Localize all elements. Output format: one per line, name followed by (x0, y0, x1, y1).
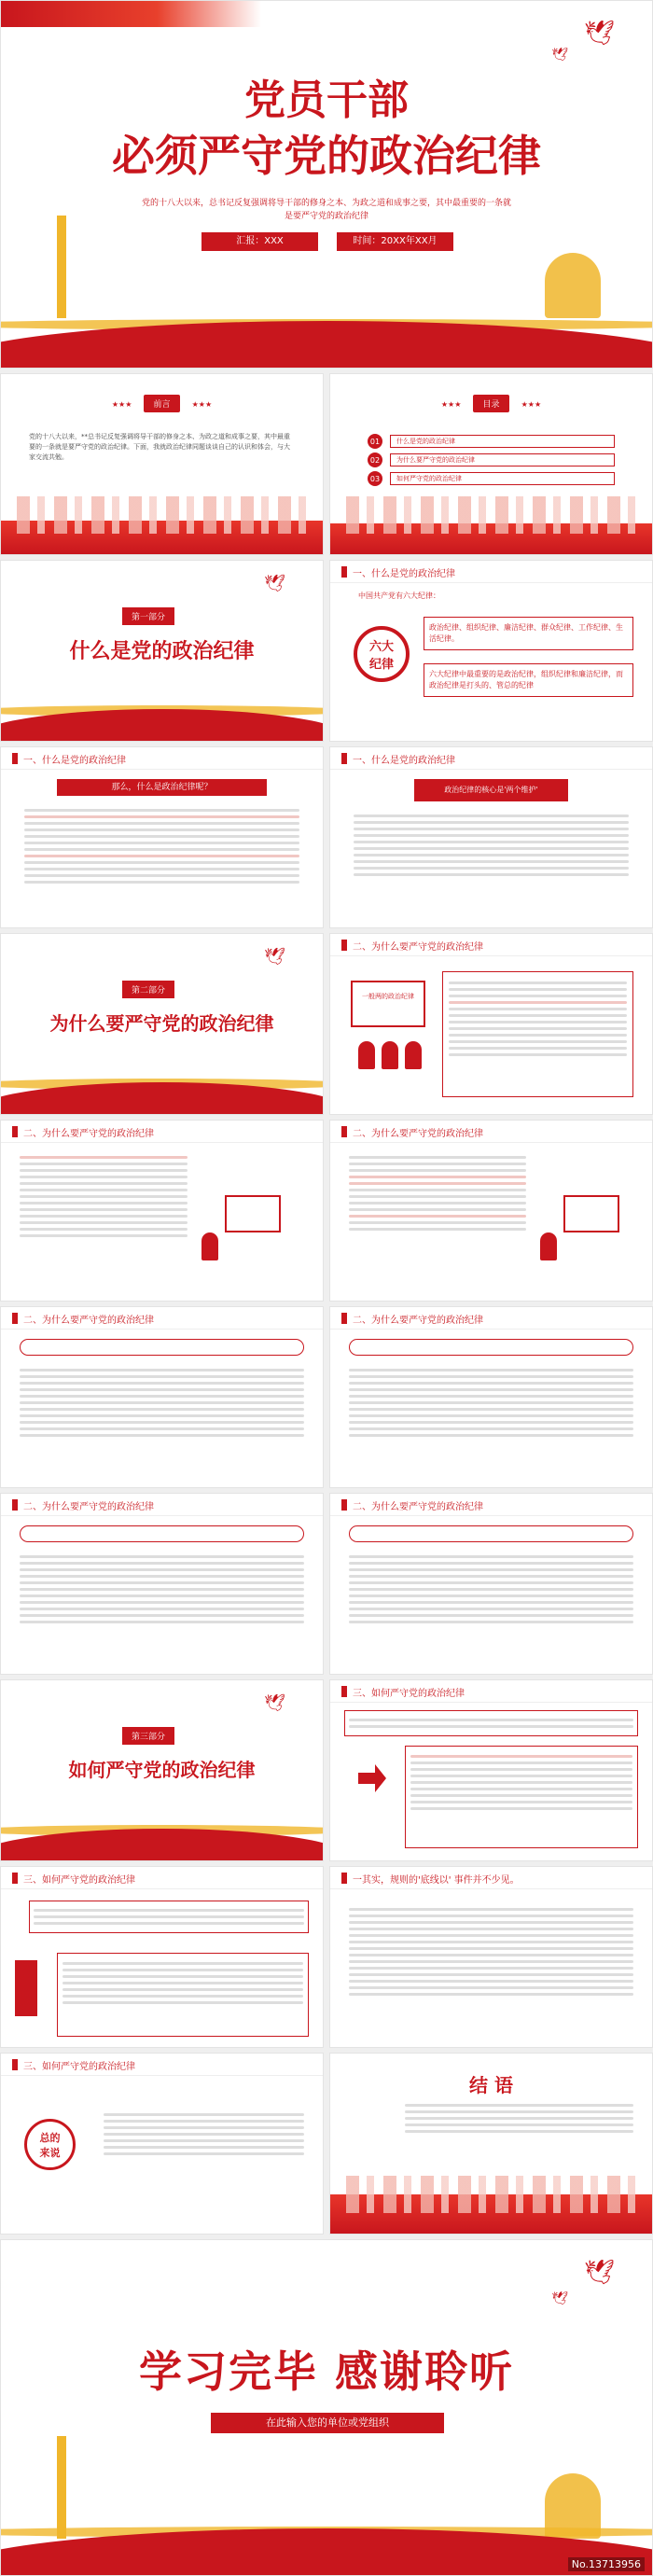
part-title: 为什么要严守党的政治纪律 (49, 1012, 274, 1035)
toc-num: 01 (368, 434, 382, 449)
text-placeholder (405, 1746, 638, 1848)
city-skyline (330, 503, 652, 554)
dove-icon: 🕊 (264, 947, 285, 967)
city-skyline (330, 2168, 652, 2234)
disciplines-box2: 六大纪律中最重要的是政治纪律，组织纪律和廉洁纪律，而政治纪律是打头的、管总的纪律 (424, 663, 633, 697)
slide-header-text: 三、如何严守党的政治纪律 (23, 2062, 135, 2072)
arrow-icon (358, 1764, 386, 1792)
conclusion-slide (329, 2053, 653, 2235)
cover-slide (0, 0, 653, 369)
toc-badge: 目录 (473, 395, 508, 412)
ending-unit-badge: 在此输入您的单位或党组织 (211, 2413, 444, 2433)
conclusion-title: 结 语 (469, 2074, 513, 2096)
part-badge: 第一部分 (122, 607, 174, 625)
highlight-bar (349, 1525, 633, 1542)
slide-header (330, 1867, 652, 1889)
text-placeholder (442, 971, 633, 1097)
toc-label: 如何严守党的政治纪律 (390, 472, 615, 485)
person-icon (540, 1232, 557, 1260)
text-placeholder (24, 805, 299, 887)
why2-slide (0, 1120, 324, 1302)
slide-header-text: 一、什么是党的政治纪律 (353, 756, 455, 766)
part-badge: 第三部分 (122, 1727, 174, 1745)
how3-slide (329, 1866, 653, 2048)
slide-header (330, 1307, 652, 1330)
person-icon (358, 1041, 375, 1069)
dove-icon: 🕊 (264, 574, 285, 593)
star-icon: ★★★ (521, 400, 542, 409)
six-disciplines-circle: 六大 纪律 (354, 626, 410, 682)
highlight-bar (20, 1339, 304, 1356)
slide-header (330, 1680, 652, 1703)
dove-icon: 🕊 (264, 1693, 285, 1713)
slide-header (1, 1307, 323, 1330)
slide-header (330, 1494, 652, 1516)
slide-header-text: 二、为什么要严守党的政治纪律 (353, 1502, 483, 1512)
dove-icon: 🕊 (551, 2291, 568, 2306)
slide-header-text: 三、如何严守党的政治纪律 (353, 1689, 465, 1699)
ending-slide (0, 2239, 653, 2576)
ending-title: 学习完毕 感谢聆听 (138, 2346, 514, 2397)
disciplines-slide (329, 560, 653, 742)
highlight-bar (349, 1339, 633, 1356)
why5-slide (329, 1306, 653, 1488)
part-title: 什么是党的政治纪律 (69, 639, 255, 663)
slide-header (330, 747, 652, 770)
text-placeholder (349, 1152, 526, 1234)
text-placeholder (349, 1904, 633, 1999)
why3-slide (329, 1120, 653, 1302)
watermark-id: No.13713956 (568, 2557, 645, 2571)
dove-icon: 🕊 (551, 48, 568, 63)
focus-slide (329, 746, 653, 928)
why6-slide (0, 1493, 324, 1675)
top-ribbon (1, 1, 261, 27)
why4-slide (0, 1306, 324, 1488)
toc-label: 为什么要严守党的政治纪律 (390, 453, 615, 466)
what-slide (0, 746, 324, 928)
star-icon: ★★★ (191, 400, 213, 409)
slide-header-text: 三、如何严守党的政治纪律 (23, 1875, 135, 1886)
slide-header (1, 1867, 323, 1889)
slide-header (1, 747, 323, 770)
highlight-bar (20, 1525, 304, 1542)
part1-slide (0, 560, 324, 742)
text-placeholder (405, 2100, 633, 2137)
text-placeholder (20, 1552, 304, 1627)
huabiao-decoration (57, 2436, 66, 2539)
part2-slide (0, 933, 324, 1115)
slide-header-text: 二、为什么要严守党的政治纪律 (353, 942, 483, 953)
slide-header (1, 1121, 323, 1143)
red-tab (15, 1960, 37, 2016)
cover-title-line2: 必须严守党的政治纪律 (112, 131, 541, 181)
toc-num: 02 (368, 453, 382, 467)
preface-text: 党的十八大以来，**总书记反复强调将导干部的修身之本、为政之道和成事之要，其中最重要的一条就是要严守党的政治纪律。下面，我就政治纪律同题谈谈自己的认识和体会，与大家交流共勉。 (29, 433, 290, 461)
presentation-board (351, 981, 425, 1027)
huabiao-decoration (57, 216, 66, 318)
time-badge: 时间：20XX年XX月 (337, 232, 453, 251)
slide-header (330, 561, 652, 583)
disciplines-lead: 中国共产党有六大纪律： (358, 592, 440, 600)
person-icon (201, 1232, 218, 1260)
text-placeholder (57, 1953, 309, 2037)
slide-header-text: 二、为什么要严守党的政治纪律 (23, 1502, 154, 1512)
star-icon: ★★★ (111, 400, 132, 409)
preface-badge: 前言 (144, 395, 179, 412)
dove-icon: 🕊 (583, 20, 615, 48)
what-banner: 那么，什么是政治纪律呢？ (57, 779, 267, 796)
slide-header (1, 2054, 323, 2076)
lion-decoration (545, 253, 601, 318)
slide-header-text: 二、为什么要严守党的政治纪律 (353, 1129, 483, 1139)
why1-tag: 一般两的政治纪律 (362, 993, 414, 1000)
toc-label: 什么是党的政治纪律 (390, 435, 615, 448)
reporter-badge: 汇报：XXX (201, 232, 318, 251)
text-placeholder (354, 811, 629, 880)
slide-header-text: 一、什么是党的政治纪律 (353, 569, 455, 579)
toc-slide (329, 373, 653, 555)
text-placeholder (20, 1152, 188, 1241)
slide-header-text: 二、为什么要严守党的政治纪律 (353, 1316, 483, 1326)
how1-slide (329, 1679, 653, 1861)
slide-header-text: 二、为什么要严守党的政治纪律 (23, 1129, 154, 1139)
toc-header (330, 393, 652, 412)
star-icon: ★★★ (440, 400, 462, 409)
part-badge: 第二部分 (122, 981, 174, 998)
cover-title-line1: 党员干部 (244, 77, 409, 124)
toc-num: 03 (368, 471, 382, 486)
person-icon (405, 1041, 422, 1069)
person-icon (382, 1041, 398, 1069)
part-title: 如何严守党的政治纪律 (68, 1759, 256, 1781)
part3-slide (0, 1679, 324, 1861)
slide-header-text: 一其实，规则的'底线以' 事件并不少见。 (353, 1875, 520, 1886)
slide-header (330, 1121, 652, 1143)
text-placeholder (104, 2110, 304, 2159)
disciplines-box1: 政治纪律、组织纪律、廉洁纪律、群众纪律、工作纪律、生活纪律。 (424, 617, 633, 650)
city-skyline (1, 498, 323, 554)
dove-icon: 🕊 (583, 2259, 615, 2287)
presentation-board (563, 1195, 619, 1232)
cover-intro: 党的十八大以来，总书记反复强调将导干部的修身之本、为政之道和成事之要，其中最重要的一条就是要严守党的政治纪律 (141, 199, 511, 221)
summary-slide (0, 2053, 324, 2235)
toc-list (368, 430, 615, 490)
why1-slide (329, 933, 653, 1115)
toc-item[interactable] (368, 453, 615, 467)
text-placeholder (29, 1901, 309, 1933)
preface-header (1, 393, 323, 412)
slide-header (330, 934, 652, 956)
toc-item[interactable] (368, 471, 615, 486)
presentation-board (225, 1195, 281, 1232)
text-placeholder (349, 1552, 633, 1627)
how2-slide (0, 1866, 324, 2048)
preface-slide (0, 373, 324, 555)
focus-banner: 政治纪律的核心是'两个维护' (414, 779, 568, 801)
text-placeholder (20, 1365, 304, 1441)
slide-header (1, 1494, 323, 1516)
text-placeholder (344, 1710, 638, 1736)
text-placeholder (349, 1365, 633, 1441)
slide-header-text: 二、为什么要严守党的政治纪律 (23, 1316, 154, 1326)
toc-item[interactable] (368, 434, 615, 449)
slide-header-text: 一、什么是党的政治纪律 (23, 756, 126, 766)
summary-circle: 总的 来说 (24, 2119, 76, 2170)
why7-slide (329, 1493, 653, 1675)
